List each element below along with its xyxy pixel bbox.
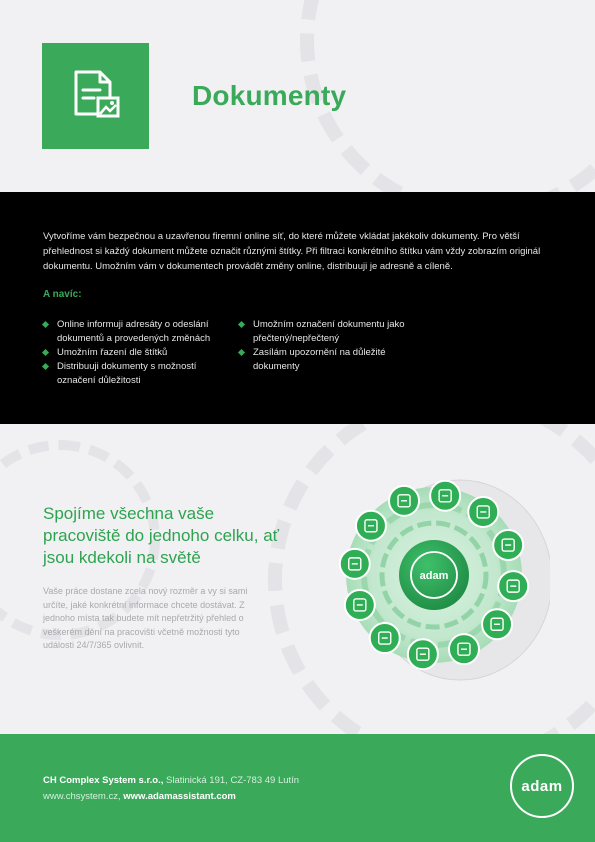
company-address: Slatinická 191, CZ-783 49 Lutín [163,775,300,786]
list-item: Umožním řazení dle štítků [42,346,222,360]
document-icon [356,511,386,541]
adam-logo: adam [510,754,574,818]
footer-address-line [43,774,299,788]
book-icon [345,590,375,620]
feature-list-right [238,318,408,374]
worker-icon [340,549,370,579]
company-name: CH Complex System s.r.o., [43,775,164,786]
feature-list-left [42,318,222,388]
header [0,0,595,192]
intro-text: Vytvoříme vám bezpečnou a uzavřenou firemní online síť, do které můžete vkládat jakékoliv dokumenty. Pro větší přehlednost si každý dokument můžete označit různými štítky. Při filtraci konkrétního štítku vám vždy zobrazím originál dokumentu. Umožním vám v dokumentech provádět změny online, distribuuji je adresně a cíleně. [43,231,541,272]
hub-label: adam [419,570,449,582]
list-item: Online informuji adresáty o odeslání dokumentů a provedených změnách [42,318,222,346]
list-item: Umožním označení dokumentu jako přečtený/nepřečtený [238,318,408,346]
stopwatch-icon [482,609,512,639]
document-image-icon [42,43,149,149]
website-link-adam[interactable]: www.adamassistant.com [120,791,236,802]
truck-icon [449,634,479,664]
website-link[interactable]: www.chsystem.cz, [43,791,121,802]
promo-title: Spojíme všechna vaše pracoviště do jednoho celku, ať jsou kdekoli na světě [43,504,280,567]
page-title: Dokumenty [192,80,347,111]
clock-icon [498,571,528,601]
people-icon [430,481,460,511]
hub-diagram [310,462,550,702]
description-section [0,192,595,424]
list-item: Zasílám upozornění na důležité dokumenty [238,346,408,374]
forklift-icon [468,497,498,527]
promo-text: Vaše práce dostane zcela nový rozměr a vy si sami určíte, jaké konkrétní informace chcete dostávat. Z jednoho místa tak budete mít nepřetržitý přehled o veškerém dění na pracovišti včetně možnosti tyto události 24/7/365 ovlivnit. [43,586,248,650]
features-heading: A navíc: [43,289,82,300]
exit-icon [493,530,523,560]
hub-diagram-graphic [310,462,550,702]
footer [0,734,595,842]
building-icon [408,639,438,669]
gear-hand-icon [370,623,400,653]
list-item: Distribuuji dokumenty s možností označení důležitosti [42,360,222,388]
footer-web-line [43,790,236,804]
tools-icon [389,486,419,516]
